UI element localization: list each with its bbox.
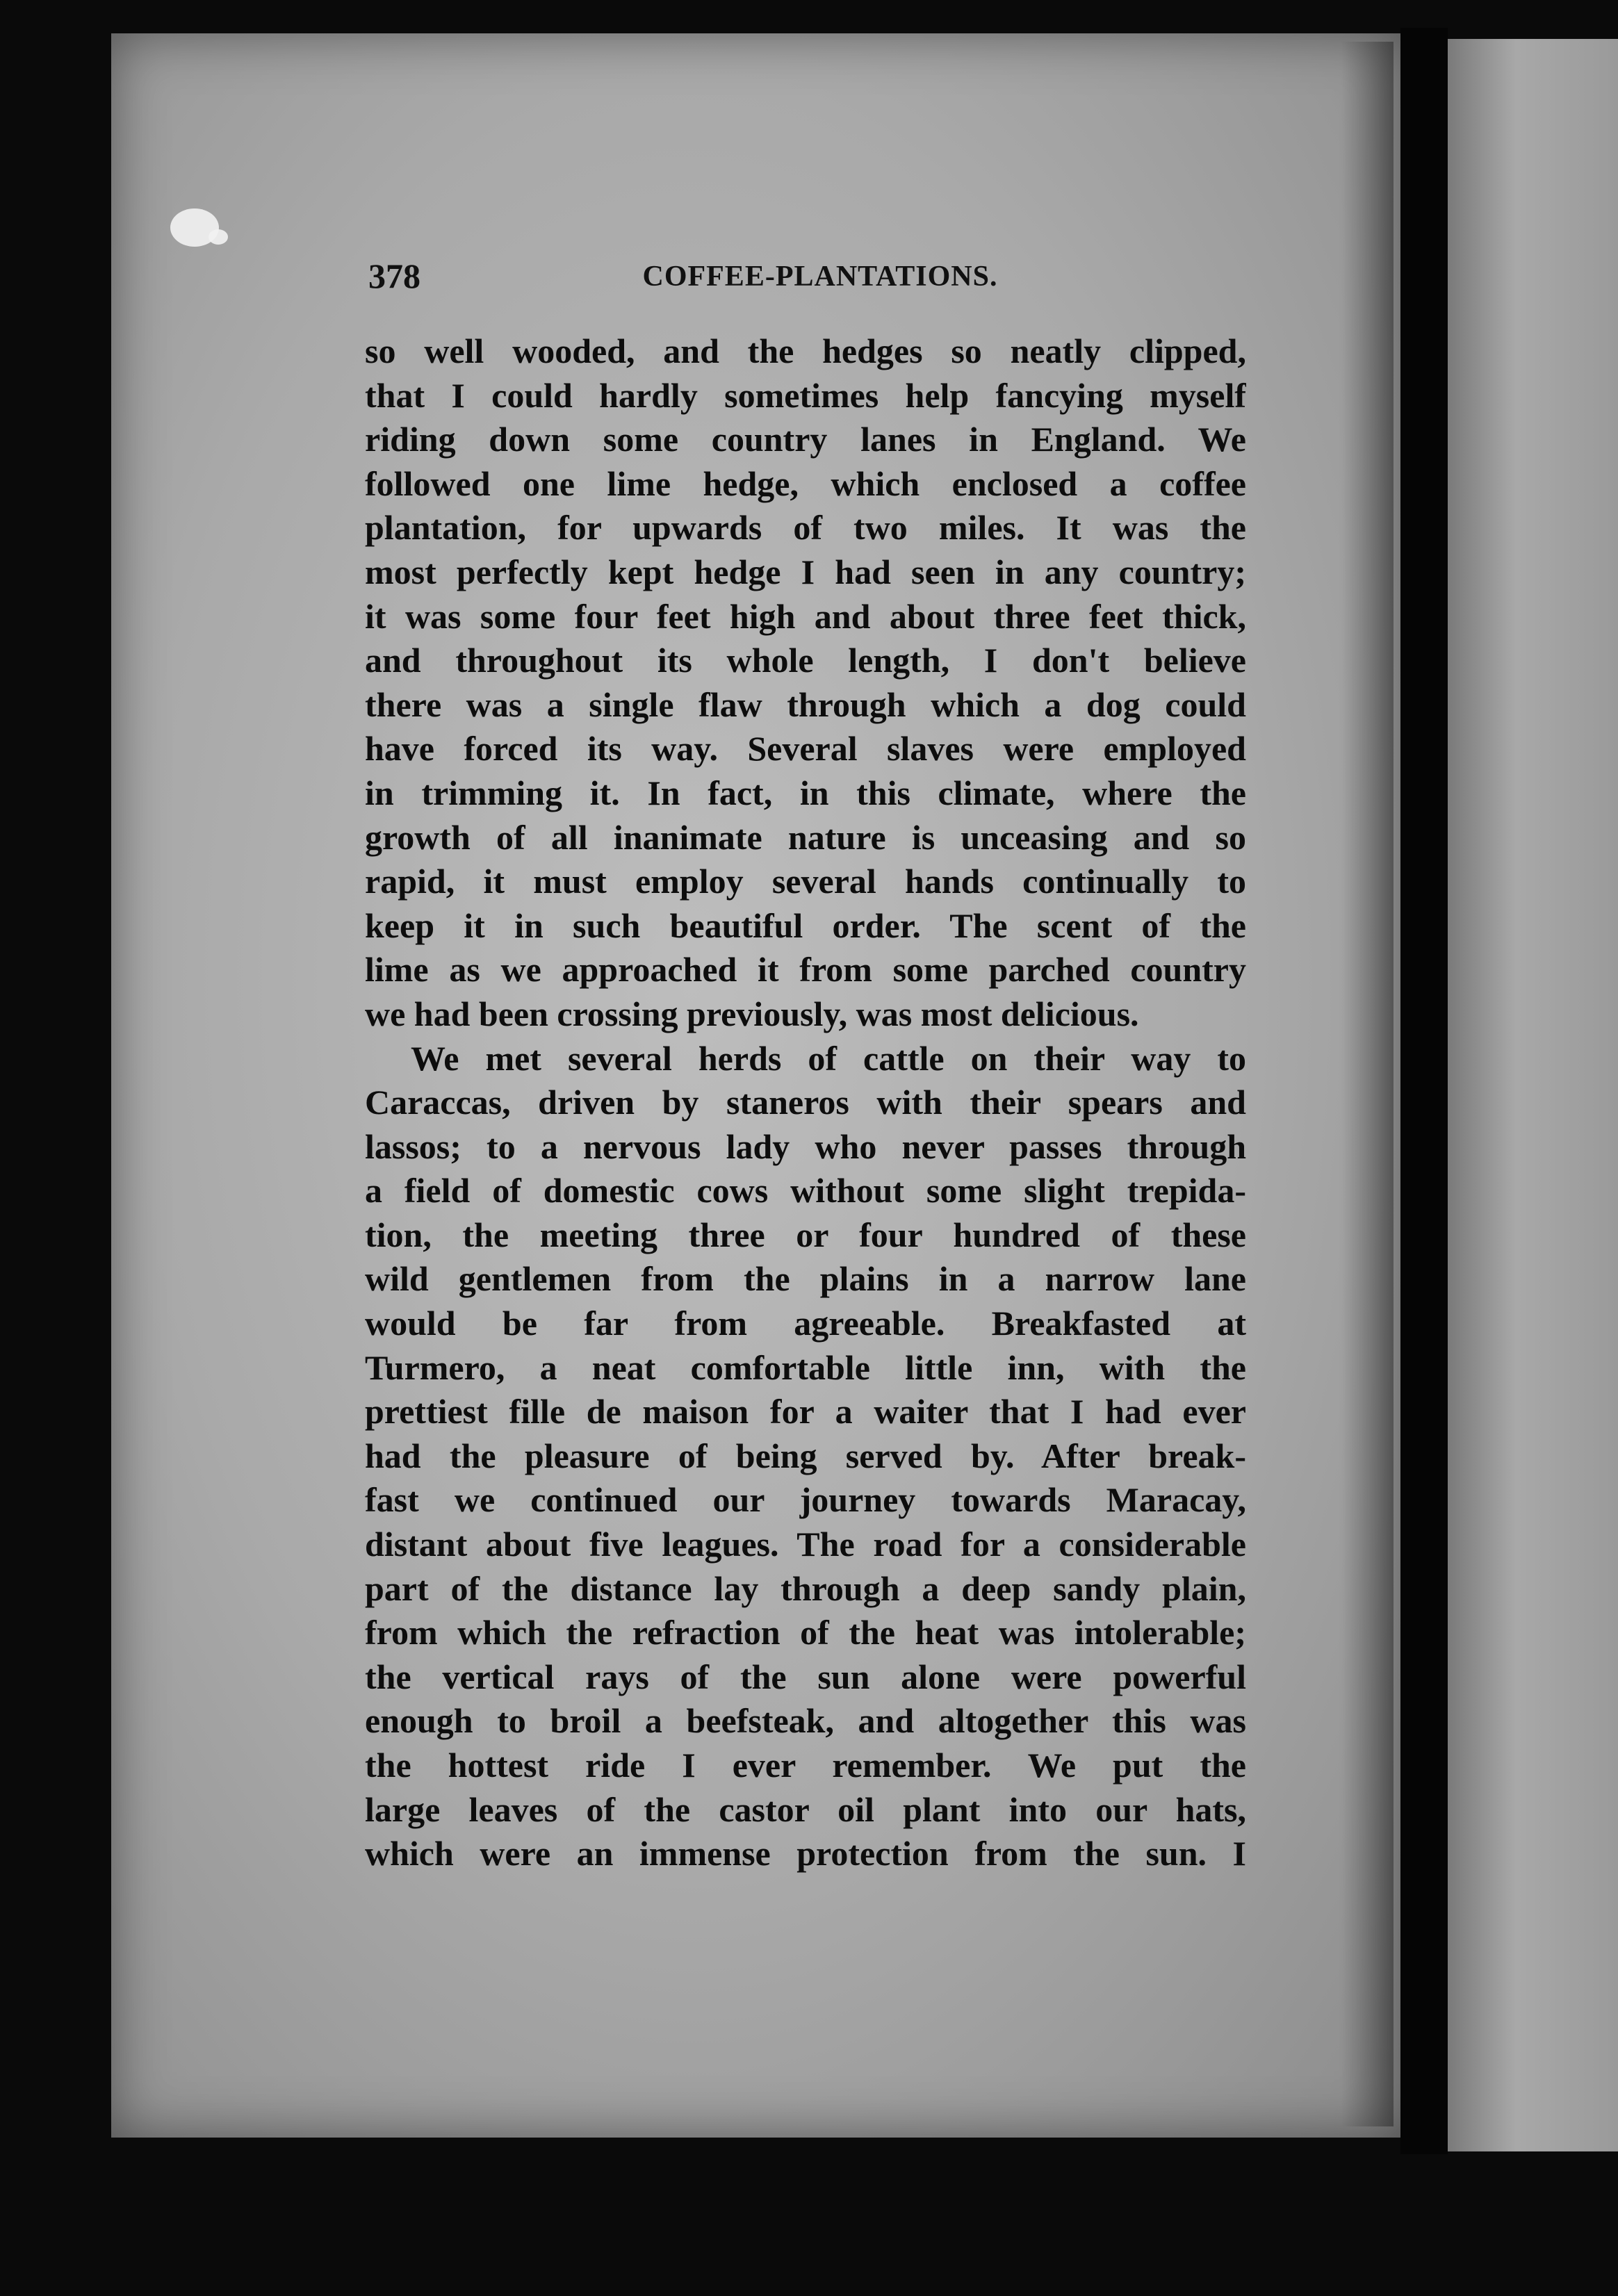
text-line: fast we continued our journey towards Maracay, [365, 1480, 1246, 1520]
text-line: so well wooded, and the hedges so neatly clipped, [365, 331, 1246, 370]
text-line: that I could hardly sometimes help fancying myself [365, 375, 1246, 415]
text-line: from which the refraction of the heat was intolerable; [365, 1613, 1246, 1653]
text-line: lassos; to a nervous lady who never passes through [365, 1126, 1246, 1166]
book-gutter [1400, 28, 1448, 2154]
text-line: distant about five leagues. The road for a considerable [365, 1525, 1246, 1564]
facing-page-edge [1448, 39, 1618, 2151]
text-line: most perfectly kept hedge I had seen in any country; [365, 552, 1246, 591]
text-line: the hottest ride I ever remember. We put the [365, 1746, 1246, 1785]
text-line: plantation, for upwards of two miles. It was the [365, 508, 1246, 548]
text-line: growth of all inanimate nature is unceasing and so [365, 817, 1246, 857]
text-line: the vertical rays of the sun alone were powerful [365, 1657, 1246, 1696]
text-line: we had been crossing previously, was most delicious. [365, 994, 1139, 1033]
page-number: 378 [368, 256, 420, 295]
text-line: a field of domestic cows without some slight trepida- [365, 1171, 1246, 1211]
text-line: keep it in such beautiful order. The scent of the [365, 905, 1246, 945]
text-line: part of the distance lay through a deep sandy plain, [365, 1568, 1246, 1608]
text-line: in trimming it. In fact, in this climate, where the [365, 773, 1246, 812]
text-line: large leaves of the castor oil plant into our hats, [365, 1789, 1246, 1829]
text-line: wild gentlemen from the plains in a narrow lane [365, 1259, 1246, 1299]
text-line: riding down some country lanes in England. We [365, 420, 1246, 459]
text-line: have forced its way. Several slaves were employed [365, 729, 1246, 769]
text-line: prettiest fille de maison for a waiter that I had ever [365, 1392, 1246, 1432]
text-line: which were an immense protection from the sun. I [365, 1834, 1246, 1873]
text-line: and throughout its whole length, I don't believe [365, 641, 1246, 680]
text-line: Turmero, a neat comfortable little inn, with the [365, 1347, 1246, 1387]
page-edge-shadow [1341, 42, 1394, 2126]
text-line: would be far from agreeable. Breakfasted at [365, 1304, 1246, 1343]
text-line: followed one lime hedge, which enclosed a coffee [365, 464, 1246, 503]
paper-blemish [209, 229, 228, 245]
text-line: Caraccas, driven by staneros with their spears and [365, 1083, 1246, 1122]
text-line: it was some four feet high and about three feet thick, [365, 596, 1246, 636]
text-line: rapid, it must employ several hands continually to [365, 862, 1246, 901]
text-line: tion, the meeting three or four hundred of these [365, 1215, 1246, 1254]
text-line: enough to broil a beefsteak, and altogether this was [365, 1701, 1246, 1741]
running-title: COFFEE-PLANTATIONS. [642, 261, 998, 293]
text-line: lime as we approached it from some parched country [365, 950, 1246, 990]
body-text [365, 329, 1246, 1876]
text-line: there was a single flaw through which a dog could [365, 684, 1246, 724]
running-head [368, 256, 1272, 297]
text-line: had the pleasure of being served by. After break- [365, 1436, 1246, 1475]
text-line: We met several herds of cattle on their way to [411, 1038, 1246, 1078]
